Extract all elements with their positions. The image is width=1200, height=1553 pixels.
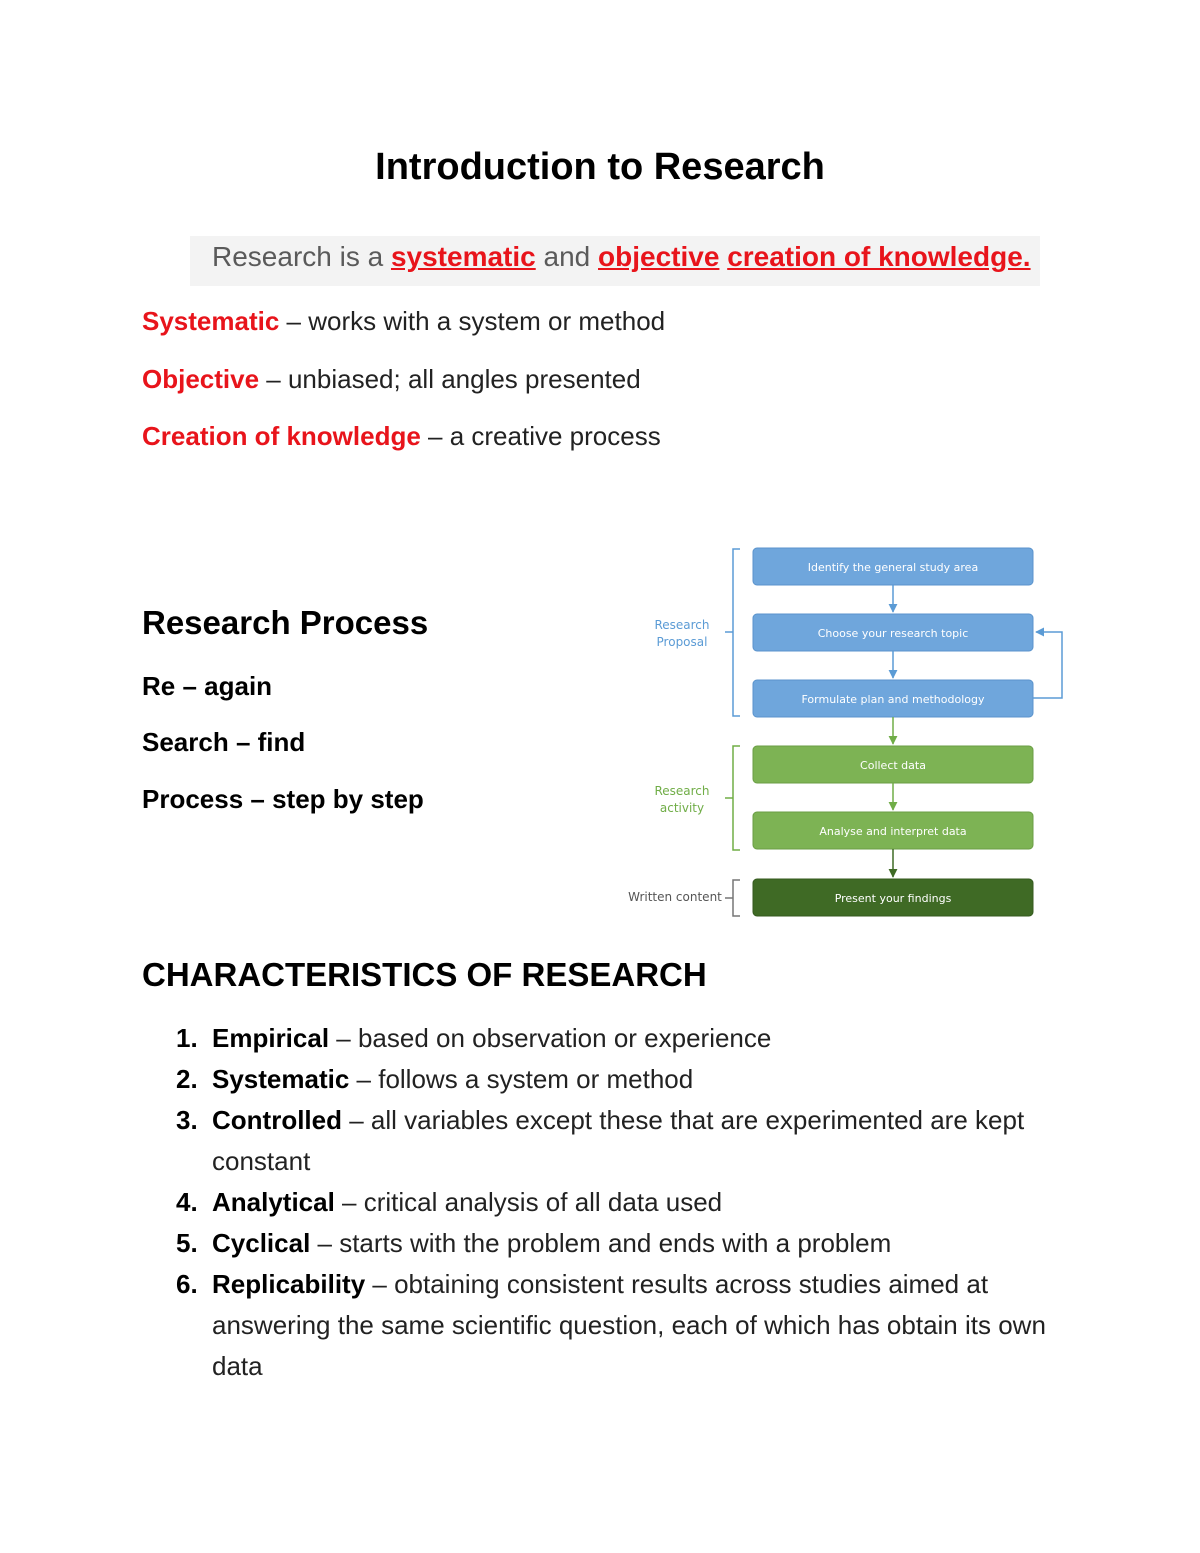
item-description: – based on observation or experience [329, 1023, 772, 1053]
activity-label-line2: activity [659, 801, 705, 815]
list-item [176, 1100, 1076, 1182]
item-description: – follows a system or method [349, 1064, 694, 1094]
item-description: – all variables except these that are experimented are kept constant [212, 1105, 1025, 1176]
item-number: 1. [176, 1023, 198, 1053]
term-description: – a creative process [420, 421, 661, 451]
process-line-process: Process – step by step [142, 784, 424, 814]
item-term: Replicability [212, 1269, 366, 1299]
feedback-loop-arrow [1033, 632, 1062, 698]
item-description: – critical analysis of all data used [334, 1187, 723, 1217]
step-label-choose-topic: Choose your research topic [817, 627, 969, 640]
activity-label-line1: Research [654, 784, 710, 798]
step-label-analyse-data: Analyse and interpret data [819, 825, 967, 838]
characteristics-list [176, 1018, 1076, 1387]
definition-prefix: Research is a [212, 241, 391, 272]
proposal-label-line1: Research [654, 618, 710, 632]
term-description: – unbiased; all angles presented [259, 364, 641, 394]
list-item [176, 1059, 1076, 1100]
term-name: Objective [142, 364, 260, 394]
process-line-re: Re – again [142, 671, 273, 701]
item-number: 2. [176, 1064, 198, 1094]
written-bracket [725, 880, 740, 916]
list-item [176, 1264, 1076, 1387]
step-label-present-findings: Present your findings [834, 892, 952, 905]
item-term: Cyclical [212, 1228, 311, 1258]
item-number: 4. [176, 1187, 198, 1217]
definition-middle: and [535, 241, 599, 272]
item-number: 3. [176, 1105, 198, 1135]
term-name: Creation of knowledge [142, 421, 421, 451]
definition-word-creation: creation of knowledge. [727, 241, 1031, 272]
item-description: – obtaining consistent results across studies aimed at answering the same scientific question, each of which has obtain its own data [212, 1269, 1046, 1381]
item-number: 5. [176, 1228, 198, 1258]
proposal-bracket [725, 549, 740, 716]
proposal-label-line2: Proposal [656, 635, 708, 649]
step-label-collect-data: Collect data [860, 759, 926, 772]
characteristics-heading: CHARACTERISTICS OF RESEARCH [142, 956, 707, 993]
process-line-search: Search – find [142, 727, 306, 757]
item-number: 6. [176, 1269, 198, 1299]
page-title: Introduction to Research [375, 146, 825, 188]
definition-word-systematic: systematic [390, 241, 536, 272]
item-term: Analytical [212, 1187, 335, 1217]
definition-word-objective: objective [598, 241, 720, 272]
item-term: Systematic [212, 1064, 350, 1094]
written-content-label: Written content [628, 890, 722, 904]
term-description: – works with a system or method [279, 306, 666, 336]
term-name: Systematic [142, 306, 280, 336]
item-term: Controlled [212, 1105, 342, 1135]
list-item [176, 1018, 1076, 1059]
step-label-formulate-plan: Formulate plan and methodology [801, 693, 985, 706]
activity-bracket [725, 746, 740, 850]
list-item [176, 1182, 1076, 1223]
step-label-identify-area: Identify the general study area [807, 561, 979, 574]
research-process-heading: Research Process [142, 604, 429, 641]
list-item [176, 1223, 1076, 1264]
item-term: Empirical [212, 1023, 330, 1053]
item-description: – starts with the problem and ends with a problem [310, 1228, 892, 1258]
